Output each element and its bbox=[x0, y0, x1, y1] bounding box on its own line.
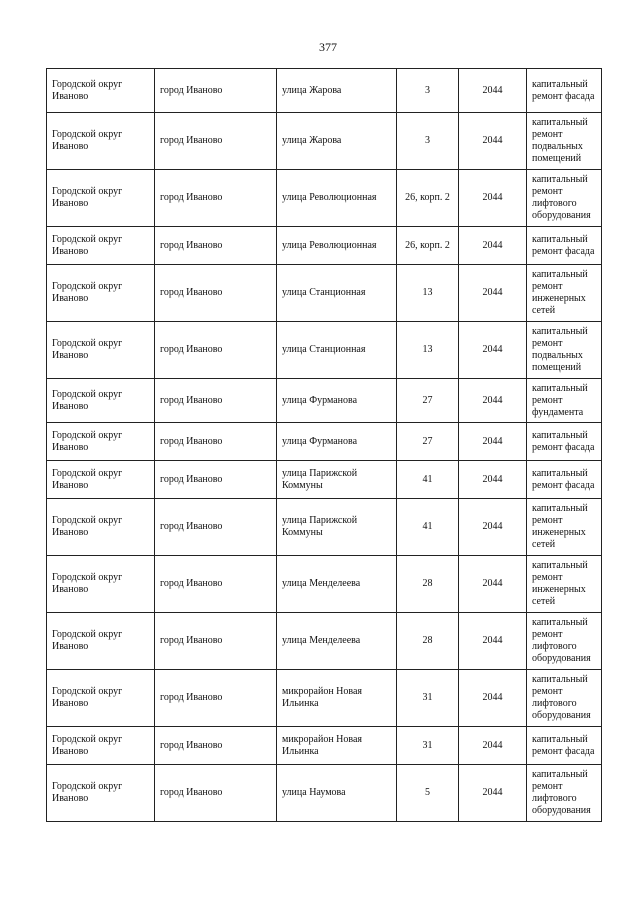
cell-house: 28 bbox=[397, 556, 459, 613]
cell-house: 13 bbox=[397, 265, 459, 322]
repair-schedule-table bbox=[46, 68, 602, 822]
cell-city: город Иваново bbox=[155, 556, 277, 613]
cell-house: 27 bbox=[397, 379, 459, 423]
cell-year: 2044 bbox=[459, 461, 527, 499]
table-row bbox=[47, 670, 602, 727]
cell-year: 2044 bbox=[459, 613, 527, 670]
cell-work: капитальный ремонт фундамента bbox=[527, 379, 602, 423]
cell-city: город Иваново bbox=[155, 765, 277, 822]
table-row bbox=[47, 461, 602, 499]
cell-work: капитальный ремонт лифтового оборудования bbox=[527, 170, 602, 227]
table-row bbox=[47, 556, 602, 613]
cell-house: 26, корп. 2 bbox=[397, 227, 459, 265]
cell-work: капитальный ремонт фасада bbox=[527, 227, 602, 265]
cell-house: 3 bbox=[397, 113, 459, 170]
cell-street: улица Наумова bbox=[277, 765, 397, 822]
cell-okrug: Городской округ Иваново bbox=[47, 265, 155, 322]
cell-year: 2044 bbox=[459, 170, 527, 227]
cell-street: улица Революционная bbox=[277, 170, 397, 227]
cell-street: улица Станционная bbox=[277, 265, 397, 322]
cell-year: 2044 bbox=[459, 322, 527, 379]
cell-city: город Иваново bbox=[155, 170, 277, 227]
cell-street: улица Парижской Коммуны bbox=[277, 499, 397, 556]
cell-city: город Иваново bbox=[155, 322, 277, 379]
cell-street: улица Фурманова bbox=[277, 379, 397, 423]
cell-okrug: Городской округ Иваново bbox=[47, 556, 155, 613]
table-row bbox=[47, 227, 602, 265]
cell-house: 26, корп. 2 bbox=[397, 170, 459, 227]
cell-okrug: Городской округ Иваново bbox=[47, 613, 155, 670]
cell-city: город Иваново bbox=[155, 227, 277, 265]
cell-year: 2044 bbox=[459, 265, 527, 322]
cell-year: 2044 bbox=[459, 379, 527, 423]
cell-street: микрорайон Новая Ильинка bbox=[277, 727, 397, 765]
cell-work: капитальный ремонт лифтового оборудования bbox=[527, 670, 602, 727]
cell-okrug: Городской округ Иваново bbox=[47, 69, 155, 113]
table-row bbox=[47, 170, 602, 227]
table-row bbox=[47, 379, 602, 423]
cell-work: капитальный ремонт инженерных сетей bbox=[527, 499, 602, 556]
cell-okrug: Городской округ Иваново bbox=[47, 113, 155, 170]
table-row bbox=[47, 69, 602, 113]
cell-okrug: Городской округ Иваново bbox=[47, 170, 155, 227]
cell-city: город Иваново bbox=[155, 499, 277, 556]
cell-work: капитальный ремонт фасада bbox=[527, 423, 602, 461]
cell-year: 2044 bbox=[459, 113, 527, 170]
cell-house: 27 bbox=[397, 423, 459, 461]
table-row bbox=[47, 613, 602, 670]
table-row bbox=[47, 765, 602, 822]
cell-okrug: Городской округ Иваново bbox=[47, 670, 155, 727]
table-row bbox=[47, 499, 602, 556]
cell-year: 2044 bbox=[459, 69, 527, 113]
cell-okrug: Городской округ Иваново bbox=[47, 322, 155, 379]
cell-city: город Иваново bbox=[155, 69, 277, 113]
cell-city: город Иваново bbox=[155, 613, 277, 670]
cell-city: город Иваново bbox=[155, 113, 277, 170]
cell-okrug: Городской округ Иваново bbox=[47, 379, 155, 423]
cell-work: капитальный ремонт лифтового оборудования bbox=[527, 765, 602, 822]
cell-city: город Иваново bbox=[155, 670, 277, 727]
cell-street: улица Парижской Коммуны bbox=[277, 461, 397, 499]
cell-year: 2044 bbox=[459, 499, 527, 556]
cell-year: 2044 bbox=[459, 227, 527, 265]
cell-okrug: Городской округ Иваново bbox=[47, 765, 155, 822]
cell-work: капитальный ремонт подвальных помещений bbox=[527, 322, 602, 379]
cell-street: улица Станционная bbox=[277, 322, 397, 379]
table-row bbox=[47, 727, 602, 765]
cell-work: капитальный ремонт фасада bbox=[527, 461, 602, 499]
cell-year: 2044 bbox=[459, 727, 527, 765]
cell-house: 31 bbox=[397, 670, 459, 727]
cell-street: улица Революционная bbox=[277, 227, 397, 265]
cell-house: 41 bbox=[397, 499, 459, 556]
cell-work: капитальный ремонт инженерных сетей bbox=[527, 265, 602, 322]
cell-house: 41 bbox=[397, 461, 459, 499]
cell-okrug: Городской округ Иваново bbox=[47, 461, 155, 499]
cell-house: 31 bbox=[397, 727, 459, 765]
cell-house: 28 bbox=[397, 613, 459, 670]
table-row bbox=[47, 265, 602, 322]
cell-street: улица Жарова bbox=[277, 113, 397, 170]
cell-year: 2044 bbox=[459, 556, 527, 613]
table-row bbox=[47, 423, 602, 461]
table-row bbox=[47, 113, 602, 170]
cell-work: капитальный ремонт подвальных помещений bbox=[527, 113, 602, 170]
cell-okrug: Городской округ Иваново bbox=[47, 227, 155, 265]
cell-street: улица Менделеева bbox=[277, 613, 397, 670]
cell-work: капитальный ремонт инженерных сетей bbox=[527, 556, 602, 613]
cell-street: улица Фурманова bbox=[277, 423, 397, 461]
cell-work: капитальный ремонт лифтового оборудования bbox=[527, 613, 602, 670]
cell-street: улица Жарова bbox=[277, 69, 397, 113]
cell-city: город Иваново bbox=[155, 727, 277, 765]
cell-house: 3 bbox=[397, 69, 459, 113]
cell-house: 13 bbox=[397, 322, 459, 379]
cell-okrug: Городской округ Иваново bbox=[47, 499, 155, 556]
table-row bbox=[47, 322, 602, 379]
cell-year: 2044 bbox=[459, 670, 527, 727]
cell-year: 2044 bbox=[459, 765, 527, 822]
cell-street: улица Менделеева bbox=[277, 556, 397, 613]
cell-okrug: Городской округ Иваново bbox=[47, 727, 155, 765]
cell-city: город Иваново bbox=[155, 423, 277, 461]
cell-work: капитальный ремонт фасада bbox=[527, 727, 602, 765]
cell-house: 5 bbox=[397, 765, 459, 822]
cell-city: город Иваново bbox=[155, 379, 277, 423]
cell-city: город Иваново bbox=[155, 265, 277, 322]
page-number: 377 bbox=[319, 40, 337, 54]
cell-okrug: Городской округ Иваново bbox=[47, 423, 155, 461]
cell-city: город Иваново bbox=[155, 461, 277, 499]
cell-year: 2044 bbox=[459, 423, 527, 461]
cell-work: капитальный ремонт фасада bbox=[527, 69, 602, 113]
cell-street: микрорайон Новая Ильинка bbox=[277, 670, 397, 727]
